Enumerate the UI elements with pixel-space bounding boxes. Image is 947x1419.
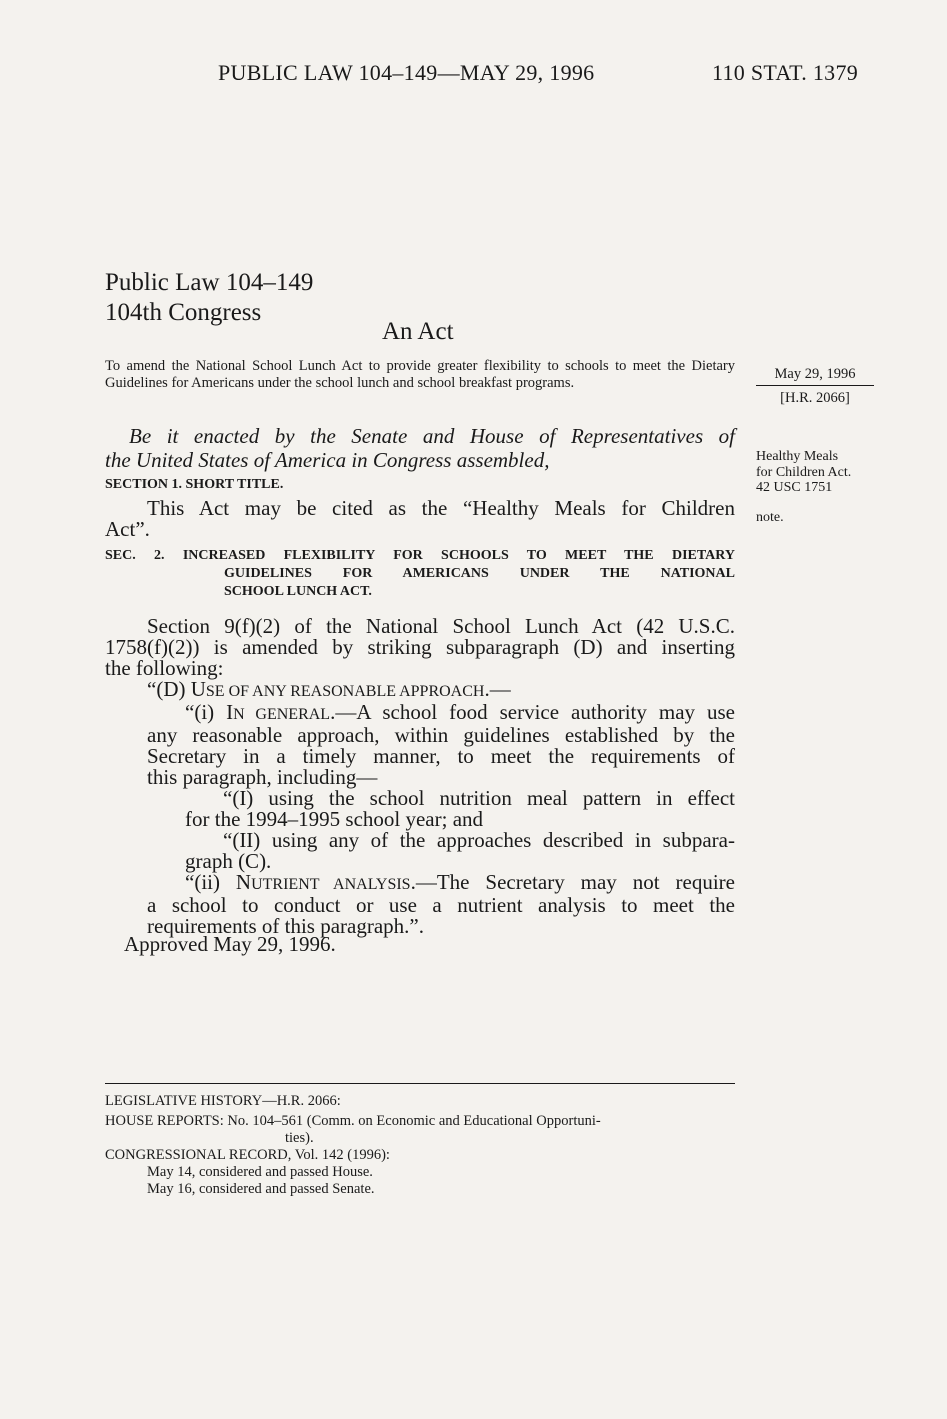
clause-i-caps: N GENERAL (233, 706, 331, 723)
running-header-title: PUBLIC LAW 104–149—MAY 29, 1996 (218, 60, 595, 85)
subparagraph-d-prefix: “(D) U (147, 677, 206, 701)
section-2-heading (105, 547, 735, 601)
subparagraph-d-caps: SE OF ANY REASONABLE APPROACH (205, 683, 485, 700)
clause-i-rest: .—A school food service authority may use (330, 700, 735, 724)
enacting-line-2: the United States of America in Congress assembled, (105, 448, 550, 472)
section-1-line-1: This Act may be cited as the “Healthy Meals for Children (147, 496, 735, 520)
margin-note (756, 449, 886, 525)
section-1-line-2: Act”. (105, 517, 150, 541)
clause-i-line-1 (105, 702, 735, 725)
clause-i-line-2: any reasonable approach, within guidelines established by the (147, 723, 735, 747)
house-reports-cont: ties). (285, 1130, 314, 1146)
congress-number: 104th Congress (105, 299, 262, 326)
margin-divider (756, 385, 874, 386)
clause-ii-rest: .—The Secretary may not require (410, 870, 735, 894)
section-2-heading-line-1: SEC. 2. INCREASED FLEXIBILITY FOR SCHOOLS TO MEET THE DIETARY (105, 548, 735, 563)
act-purpose: To amend the National School Lunch Act to provide greater flexibility to schools to meet the Dietary Guidelines for Americans under the school lunch and school breakfast programs. (105, 358, 735, 391)
clause-ii-prefix: “(ii) N (185, 870, 252, 894)
record-house-entry: May 14, considered and passed House. (147, 1164, 373, 1180)
margin-note-line-3: 42 USC 1751 (756, 480, 833, 495)
section-2-intro-line-3: the following: (105, 656, 224, 680)
margin-note-line-4: note. (756, 509, 784, 525)
section-2-heading-line-2 (105, 565, 735, 583)
section-2-heading-line-3: SCHOOL LUNCH ACT. (224, 584, 372, 599)
clause-ii-line-1 (105, 872, 735, 895)
clause-i-prefix: “(i) I (185, 700, 234, 724)
history-title: LEGISLATIVE HISTORY—H.R. 2066: (105, 1093, 341, 1109)
running-header-page: 110 STAT. 1379 (712, 60, 859, 85)
enacting-line-1: Be it enacted by the Senate and House of Representatives of (129, 424, 735, 448)
enacting-clause (105, 424, 735, 472)
item-I-line-2: for the 1994–1995 school year; and (185, 807, 484, 831)
section-1-heading: SECTION 1. SHORT TITLE. (105, 477, 284, 492)
subparagraph-d-suffix: .— (484, 677, 511, 701)
margin-note-line-1: Healthy Meals (756, 449, 839, 464)
margin-bill-number: [H.R. 2066] (780, 390, 850, 406)
section-1-body (105, 498, 735, 540)
clause-ii-caps: UTRIENT ANALYSIS (251, 876, 411, 893)
section-2-heading-line-2-text: GUIDELINES FOR AMERICANS UNDER THE NATIONAL (224, 566, 735, 581)
history-divider (105, 1083, 735, 1084)
section-2-intro-line-2: 1758(f)(2)) is amended by striking subparagraph (D) and inserting (105, 635, 735, 659)
subparagraph-d-heading (105, 679, 735, 702)
public-law-number: Public Law 104–149 (105, 269, 314, 296)
margin-date: May 29, 1996 (774, 366, 856, 382)
item-I-line-1: “(I) using the school nutrition meal pattern in effect (223, 786, 735, 810)
clause-ii-line-2: a school to conduct or use a nutrient analysis to meet the (147, 893, 735, 917)
clause-i-line-4: this paragraph, including— (147, 765, 378, 789)
margin-note-line-2: for Children Act. (756, 464, 852, 480)
item-II-line-2: graph (C). (185, 849, 272, 873)
clause-i-line-3: Secretary in a timely manner, to meet the requirements of (147, 744, 735, 768)
section-2-intro-line-1: Section 9(f)(2) of the National School Lunch Act (42 U.S.C. (147, 614, 735, 638)
section-2-body (105, 616, 735, 937)
record-senate-entry: May 16, considered and passed Senate. (147, 1181, 375, 1197)
law-title-block (105, 268, 313, 328)
legislative-history (105, 1093, 735, 1198)
approval-date: Approved May 29, 1996. (124, 932, 336, 956)
clause-ii-line-3: requirements of this paragraph.”. (147, 914, 424, 938)
item-II-line-1: “(II) using any of the approaches described in subpara- (223, 828, 735, 852)
congressional-record: CONGRESSIONAL RECORD, Vol. 142 (1996): (105, 1147, 390, 1163)
house-reports: HOUSE REPORTS: No. 104–561 (Comm. on Economic and Educational Opportuni- (105, 1113, 601, 1129)
an-act-heading: An Act (382, 318, 454, 345)
